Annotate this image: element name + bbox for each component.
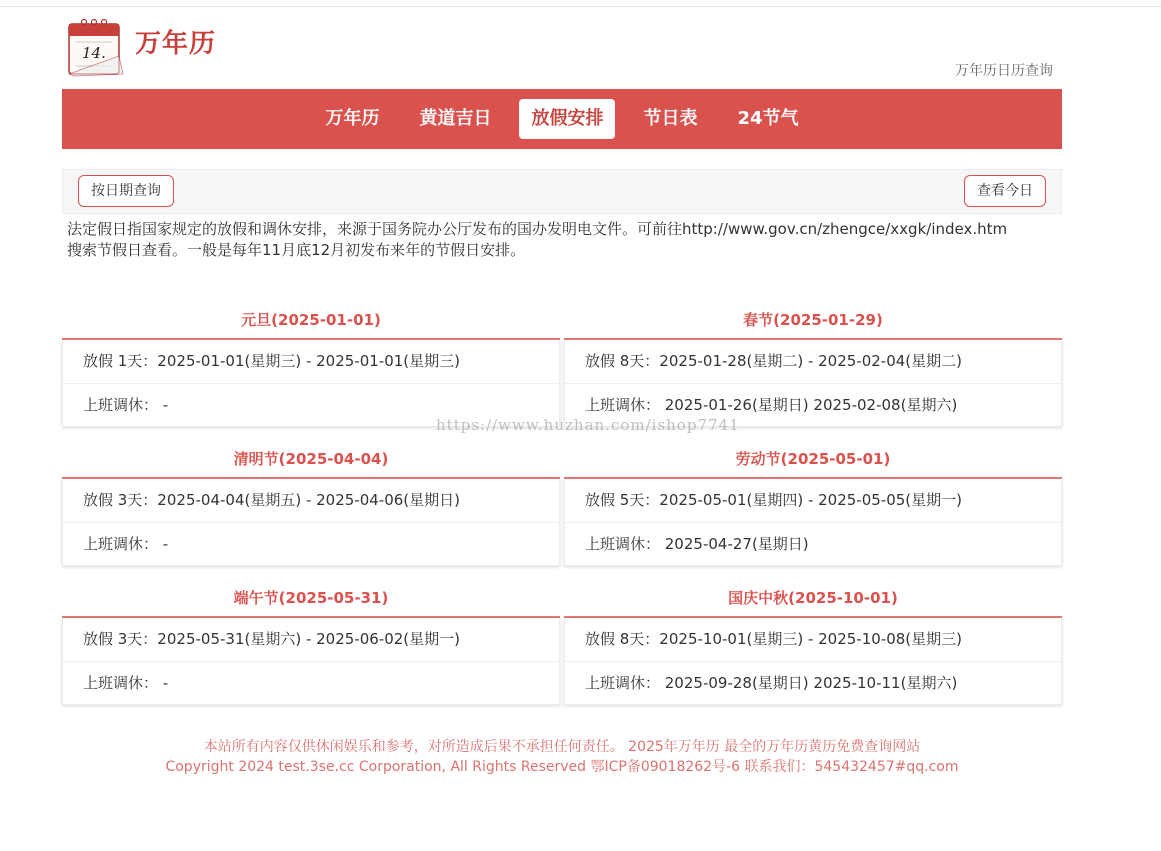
holiday-workdays: 上班调休： 2025-09-28(星期日) 2025-10-11(星期六) (565, 661, 1061, 704)
nav-item[interactable]: 节日表 (643, 108, 698, 129)
nav-item[interactable]: 24节气 (737, 108, 799, 129)
holiday-title: 清明节(2025-04-04) (62, 439, 560, 479)
holiday-off-days: 放假 3天：2025-04-04(星期五) - 2025-04-06(星期日) (83, 491, 461, 509)
site-header (62, 14, 1062, 84)
holiday-title: 劳动节(2025-05-01) (564, 439, 1062, 479)
holiday-card (62, 300, 560, 427)
holiday-title: 元旦(2025-01-01) (62, 300, 560, 340)
holiday-workdays: 上班调休： - (63, 661, 559, 704)
holiday-card (62, 578, 560, 705)
holiday-card (62, 439, 560, 566)
holiday-workdays: 上班调休： - (63, 522, 559, 565)
site-subtitle: 万年历日历查询 (955, 63, 1053, 79)
view-today-button[interactable]: 查看今日 (964, 175, 1046, 207)
holiday-body (62, 618, 560, 705)
holiday-card (564, 578, 1062, 705)
calendar-logo-icon[interactable] (66, 16, 126, 78)
nav-item[interactable]: 放假安排 (519, 99, 615, 139)
holiday-title: 端午节(2025-05-31) (62, 578, 560, 618)
holiday-title: 春节(2025-01-29) (564, 300, 1062, 340)
toolbar (62, 169, 1062, 214)
holiday-workdays: 上班调休： 2025-04-27(星期日) (565, 522, 1061, 565)
holiday-workdays: 上班调休： 2025-01-26(星期日) 2025-02-08(星期六) (565, 383, 1061, 426)
holiday-card (564, 439, 1062, 566)
holiday-off-days: 放假 1天：2025-01-01(星期三) - 2025-01-01(星期三) (83, 352, 461, 370)
holiday-body (62, 479, 560, 566)
watermark-text: https://www.huzhan.com/ishop7741 (436, 416, 740, 434)
site-footer (62, 737, 1062, 777)
footer-copyright: Copyright 2024 test.3se.cc Corporation, All Rights Reserved 鄂ICP备09018262号-6 联系我们：545432457#qq.com (165, 759, 959, 775)
query-by-date-button[interactable]: 按日期查询 (78, 175, 174, 207)
intro-line-1: 法定假日指国家规定的放假和调休安排，来源于国务院办公厅发布的国办发明电文件。可前往http://www.gov.cn/zhengce/xxgk/index.htm (67, 220, 1008, 238)
site-logo-text[interactable]: 万年历 (135, 29, 217, 59)
holiday-off-days: 放假 8天：2025-01-28(星期二) - 2025-02-04(星期二) (585, 352, 963, 370)
main-nav (62, 89, 1062, 149)
intro-line-2: 搜索节假日查看。一般是每年11月底12月初发布来年的节假日安排。 (67, 241, 526, 259)
holiday-off-days: 放假 5天：2025-05-01(星期四) - 2025-05-05(星期一) (585, 491, 963, 509)
svg-text:14.: 14. (82, 44, 106, 62)
intro-text (67, 219, 1067, 261)
holiday-off-days: 放假 3天：2025-05-31(星期六) - 2025-06-02(星期一) (83, 630, 461, 648)
footer-disclaimer: 本站所有内容仅供休闲娱乐和参考，对所造成后果不承担任何责任。 2025年万年历 最全的万年历黄历免费查询网站 (203, 739, 921, 755)
nav-item[interactable]: 万年历 (325, 108, 380, 129)
holiday-card (564, 300, 1062, 427)
holiday-body (564, 618, 1062, 705)
top-divider (0, 6, 1161, 7)
holiday-body (564, 340, 1062, 427)
holiday-body (62, 340, 560, 427)
nav-item[interactable]: 黄道吉日 (419, 108, 492, 129)
holiday-title: 国庆中秋(2025-10-01) (564, 578, 1062, 618)
holiday-workdays: 上班调休： - (63, 383, 559, 426)
holiday-off-days: 放假 8天：2025-10-01(星期三) - 2025-10-08(星期三) (585, 630, 963, 648)
holiday-body (564, 479, 1062, 566)
